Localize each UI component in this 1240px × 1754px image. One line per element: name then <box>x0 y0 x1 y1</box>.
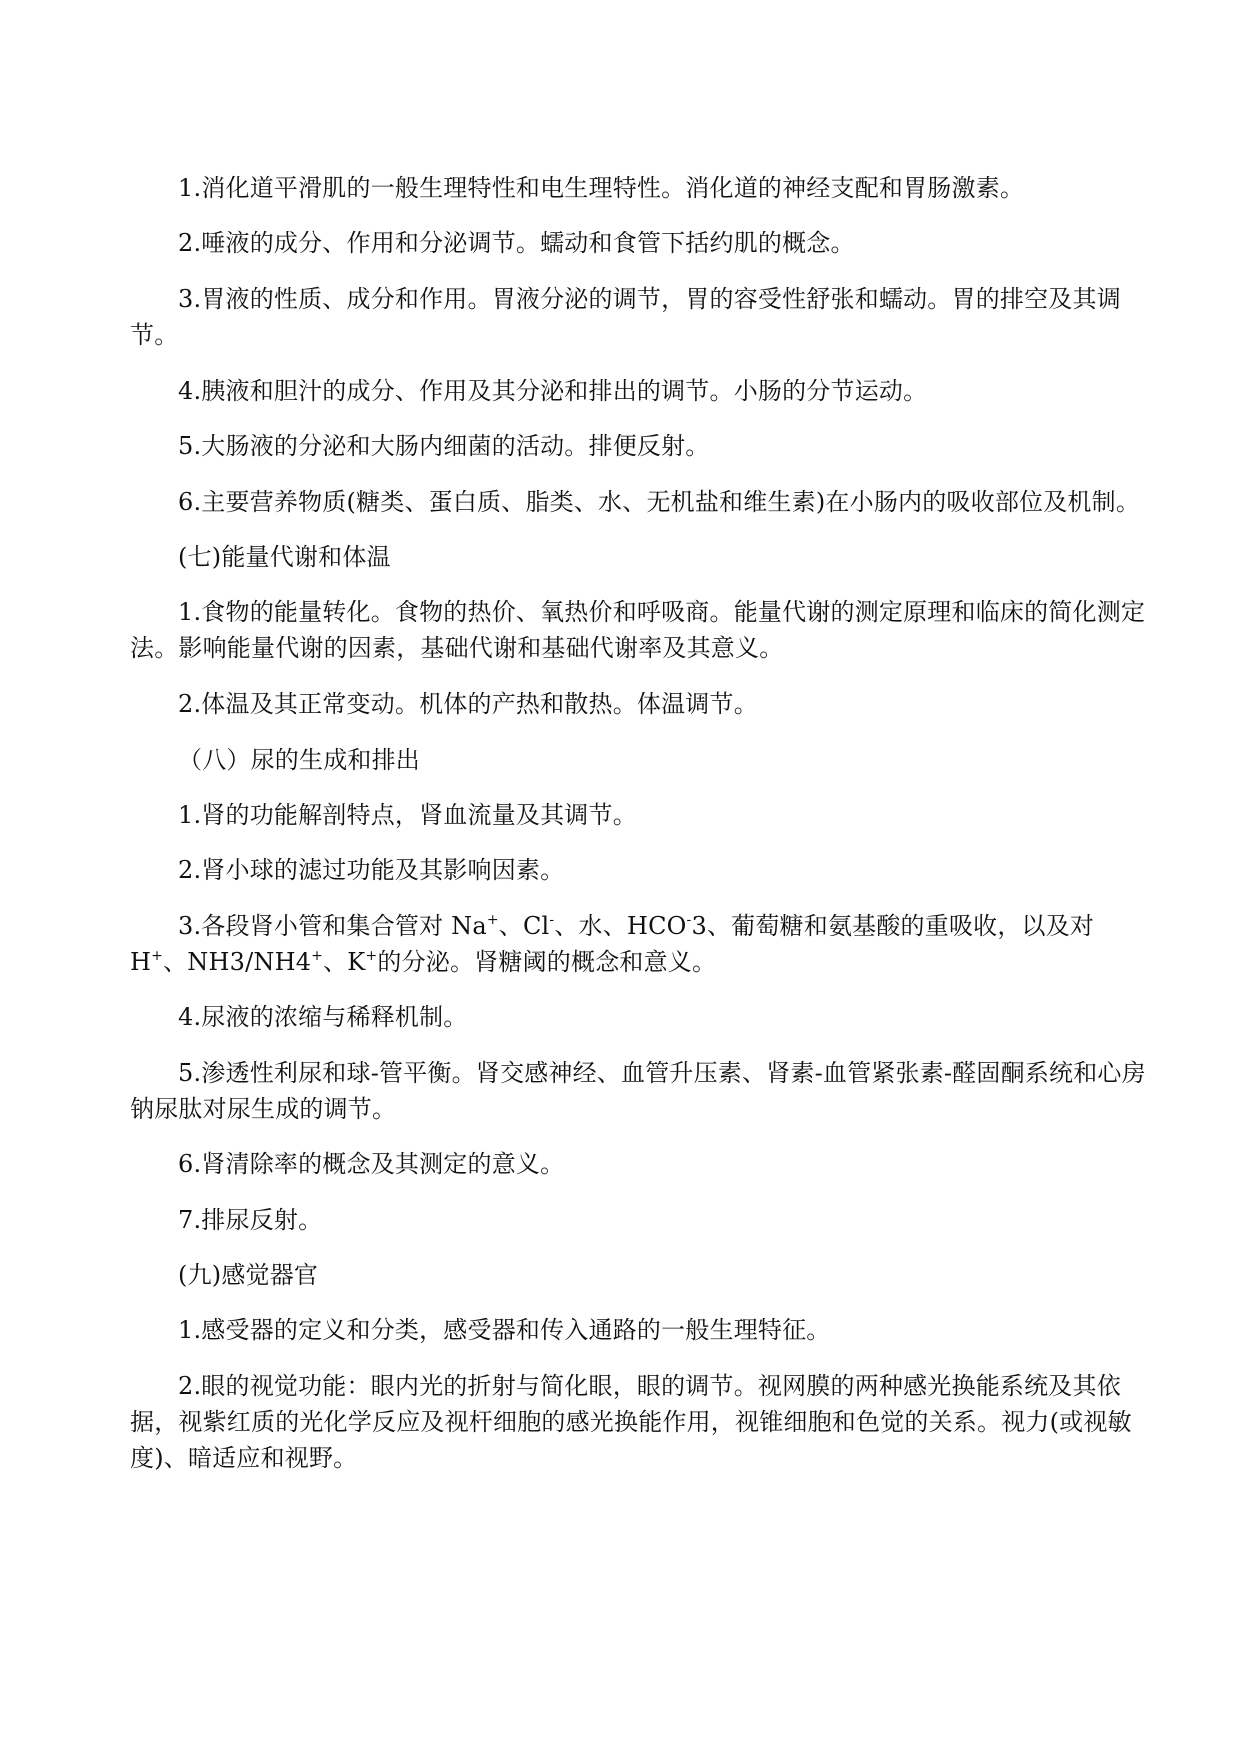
text-run: 、水、HCO <box>554 912 687 940</box>
paragraph: 2.体温及其正常变动。机体的产热和散热。体温调节。 <box>178 690 758 718</box>
paragraph: 4.胰液和胆汁的成分、作用及其分泌和排出的调节。小肠的分节运动。 <box>178 377 928 405</box>
paragraph: 5.大肠液的分泌和大肠内细菌的活动。排便反射。 <box>178 432 710 460</box>
paragraph: 2.肾小球的滤过功能及其影响因素。 <box>178 856 565 884</box>
paragraph: 1.感受器的定义和分类，感受器和传入通路的一般生理特征。 <box>178 1316 831 1344</box>
section-heading: (九)感觉器官 <box>178 1261 319 1289</box>
superscript: + <box>311 948 324 964</box>
section-heading: (七)能量代谢和体温 <box>178 543 391 571</box>
paragraph: 4.尿液的浓缩与稀释机制。 <box>178 1003 468 1031</box>
paragraph: 2.唾液的成分、作用和分泌调节。蠕动和食管下括约肌的概念。 <box>178 229 855 257</box>
text-run: 3、葡萄糖和氨基酸的重吸收，以及对 H <box>130 912 1095 976</box>
text-run: 、NH3/NH4 <box>163 948 312 976</box>
text-run: 、K <box>323 948 366 976</box>
paragraph: 1.食物的能量转化。食物的热价、氧热价和呼吸商。能量代谢的测定原理和临床的简化测定法。影响能量代谢的因素，基础代谢和基础代谢率及其意义。 <box>130 598 1146 662</box>
paragraph: 7.排尿反射。 <box>178 1206 323 1234</box>
paragraph: 3.胃液的性质、成分和作用。胃液分泌的调节，胃的容受性舒张和蠕动。胃的排空及其调节。 <box>130 285 1121 349</box>
section-heading: （八）尿的生成和排出 <box>178 746 420 774</box>
paragraph: 1.肾的功能解剖特点，肾血流量及其调节。 <box>178 801 637 829</box>
text-run: 的分泌。肾糖阈的概念和意义。 <box>377 948 717 976</box>
paragraph: 2.眼的视觉功能：眼内光的折射与简化眼，眼的调节。视网膜的两种感光换能系统及其依据，视紫红质的光化学反应及视杆细胞的感光换能作用，视锥细胞和色觉的关系。视力(或视敏度)、暗适应和视野。 <box>130 1372 1132 1472</box>
paragraph: 5.渗透性利尿和球-管平衡。肾交感神经、血管升压素、肾素-血管紧张素-醛固酮系统和心房钠尿肽对尿生成的调节。 <box>130 1059 1146 1123</box>
text-run: 3.各段肾小管和集合管对 Na <box>178 912 487 940</box>
superscript: + <box>486 912 499 928</box>
paragraph: 1.消化道平滑肌的一般生理特性和电生理特性。消化道的神经支配和胃肠激素。 <box>178 174 1025 202</box>
text-run: 、Cl <box>498 912 550 940</box>
superscript: - <box>549 912 555 928</box>
paragraph: 6.肾清除率的概念及其测定的意义。 <box>178 1150 565 1178</box>
superscript: - <box>686 912 692 928</box>
paragraph: 6.主要营养物质(糖类、蛋白质、脂类、水、无机盐和维生素)在小肠内的吸收部位及机制。 <box>178 488 1141 516</box>
paragraph-with-ions <box>130 908 1155 980</box>
superscript: + <box>151 948 164 964</box>
superscript: + <box>365 948 378 964</box>
